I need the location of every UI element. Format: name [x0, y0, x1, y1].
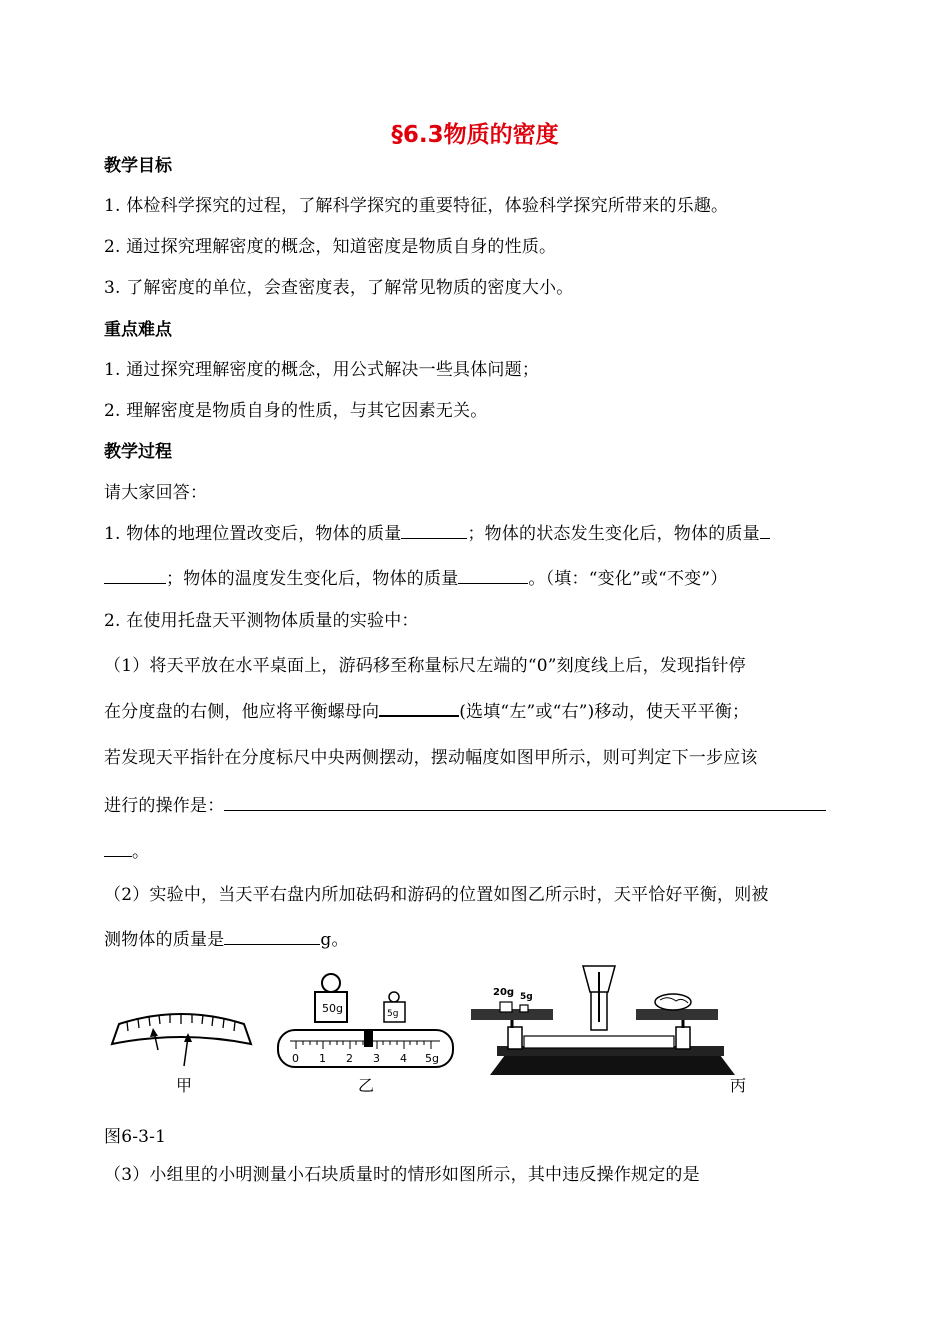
label-bing: 丙	[730, 1076, 747, 1095]
answer-blank[interactable]	[379, 701, 459, 717]
q2-part1-line-5: 。	[104, 837, 149, 862]
figure-6-3-1	[0, 960, 950, 1100]
scale-tick-1: 1	[319, 1052, 326, 1065]
dial-scale-jia	[112, 1013, 251, 1066]
key-heading: 重点难点	[104, 320, 172, 340]
scale-tick-3: 3	[373, 1052, 380, 1065]
weight-5g-label-bing: 5g	[520, 992, 533, 1002]
label-jia: 甲	[176, 1076, 193, 1095]
process-heading: 教学过程	[104, 442, 172, 462]
q2-part1-line-4: 进行的操作是：	[104, 791, 826, 816]
q2-part2-line-1: （2）实验中，当天平右盘内所加砝码和游码的位置如图乙所示时，天平恰好平衡，则被	[104, 885, 769, 905]
q2-part3-line-1: （3）小组里的小明测量小石块质量时的情形如图所示，其中违反操作规定的是	[104, 1165, 700, 1185]
answer-blank[interactable]	[760, 524, 770, 539]
balance-bing	[471, 966, 735, 1075]
key-item-2: 2. 理解密度是物质自身的性质，与其它因素无关。	[104, 401, 488, 421]
q2-part1-line-1: （1）将天平放在水平桌面上，游码移至称量标尺左端的“0”刻度线上后，发现指针停	[104, 656, 746, 676]
stone	[655, 994, 691, 1010]
weights-and-rider-yi	[278, 974, 453, 1067]
answer-blank[interactable]	[224, 930, 320, 945]
goals-heading: 教学目标	[104, 156, 172, 176]
question-2: 2. 在使用托盘天平测物体质量的实验中：	[104, 611, 419, 631]
answer-blank[interactable]	[401, 524, 467, 539]
weight-5g-label: 5g	[387, 1009, 399, 1019]
scale-tick-2: 2	[346, 1052, 353, 1065]
answer-blank[interactable]	[458, 569, 528, 584]
goal-item-3: 3. 了解密度的单位，会查密度表，了解常见物质的密度大小。	[104, 278, 574, 298]
answer-blank[interactable]	[224, 796, 826, 811]
key-item-1: 1. 通过探究理解密度的概念，用公式解决一些具体问题；	[104, 360, 540, 380]
page-title: §6.3物质的密度	[391, 122, 559, 148]
q2-part1-line-2: 在分度盘的右侧，他应将平衡螺母向 (选填“左”或“右”)移动，使天平平衡；	[104, 702, 750, 722]
weight-50g-label: 50g	[322, 1002, 343, 1015]
label-yi: 乙	[358, 1076, 375, 1095]
scale-tick-0: 0	[292, 1052, 299, 1065]
weight-20g-label: 20g	[493, 987, 515, 998]
scale-tick-4: 4	[400, 1052, 407, 1065]
question-1-line-1: 1. 物体的地理位置改变后，物体的质量 ；物体的状态发生变化后，物体的质量	[104, 519, 770, 544]
question-1-line-2: ；物体的温度发生变化后，物体的质量 。（填：“变化”或“不变”）	[104, 564, 727, 589]
q2-part2-line-2: 测物体的质量是 g。	[104, 930, 349, 950]
q2-part1-line-3: 若发现天平指针在分度标尺中央两侧摆动，摆动幅度如图甲所示，则可判定下一步应该	[104, 748, 758, 768]
answer-blank[interactable]	[104, 569, 166, 584]
figure-caption: 图6-3-1	[104, 1127, 167, 1147]
rider-slider	[364, 1029, 373, 1047]
answer-blank[interactable]	[104, 842, 132, 857]
goal-item-2: 2. 通过探究理解密度的概念，知道密度是物质自身的性质。	[104, 237, 557, 257]
process-intro: 请大家回答：	[104, 483, 208, 503]
goal-item-1: 1. 体检科学探究的过程，了解科学探究的重要特征，体验科学探究所带来的乐趣。	[104, 196, 729, 216]
scale-tick-5g: 5g	[425, 1052, 439, 1065]
